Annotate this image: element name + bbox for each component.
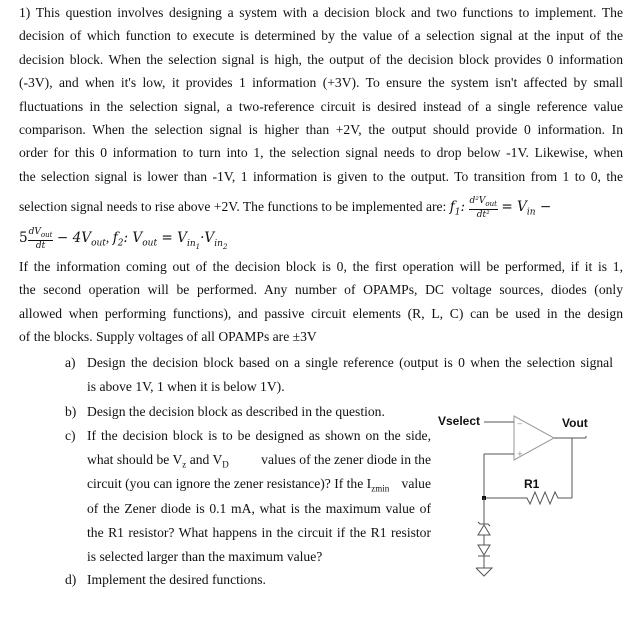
question-d-label: d) bbox=[65, 572, 77, 587]
f2-expression: $f_2$: $V_{out} = V_{in_1}\cdot V_{in_2}$ bbox=[112, 230, 228, 251]
question-a-label: a) bbox=[65, 355, 76, 370]
separator: , bbox=[105, 230, 110, 245]
r1-resistor bbox=[484, 492, 572, 504]
f1-coefficient: 5 bbox=[19, 230, 28, 246]
diode-triangle bbox=[478, 545, 490, 555]
rules-line: the second operation will be performed. Any number of OPAMPs, DC voltage sources, diodes (only bbox=[19, 282, 623, 298]
question-c-label: c) bbox=[65, 428, 76, 443]
line9-prefix: selection signal needs to rise above +2V. The functions to be implemented are: bbox=[19, 199, 447, 214]
opamp-minus-sign: − bbox=[517, 420, 523, 428]
question-b-label: b) bbox=[65, 404, 77, 419]
intro-line: the selection signal is lower than -1V, 1 information is given to the output. To transition from 1 to 0, the bbox=[19, 168, 623, 184]
intro-paragraph bbox=[19, 1, 623, 188]
question-b-line: Design the decision block as described in the question. bbox=[87, 404, 385, 419]
question-a-line: Design the decision block based on a single reference (output is 0 when the selection signal bbox=[87, 355, 613, 370]
intro-line: order for this 0 information to turn into 1, the selection signal needs to drop below -1V. Likewise, when bbox=[19, 145, 623, 161]
opamp-plus-sign: + bbox=[517, 450, 523, 458]
rules-line: If the information coming out of the decision block is 0, the first operation will be performed, if it is 1, bbox=[19, 259, 623, 274]
zener-triangle bbox=[478, 525, 490, 535]
question-c-line: the R1 resistor? What happens in the circuit if the R1 resistor bbox=[87, 524, 431, 540]
f1-label: $f_1$: bbox=[449, 199, 466, 218]
question-c-line: is selected larger than the maximum value? bbox=[87, 548, 323, 564]
rules-line: allowed when performing functions), and passive circuit elements (R, L, C) can be used in the design bbox=[19, 305, 623, 321]
question-c-line: what should be $V_z$ and $V_D$ values of the zener diode in the bbox=[87, 452, 431, 470]
ground-symbol bbox=[476, 568, 492, 576]
question-c bbox=[65, 424, 433, 572]
question-a-line: is above 1V, 1 when it is below 1V). bbox=[87, 379, 285, 395]
circuit-schematic bbox=[436, 410, 636, 585]
question-c-line: of the Zener diode is 0.1 mA, what is the maximum value of bbox=[87, 500, 431, 516]
intro-line: decision block. When the selection signal is high, the output of the decision block provides 0 information bbox=[19, 51, 623, 67]
intro-line: 1) This question involves designing a system with a decision block and two functions to implement. The bbox=[19, 5, 623, 20]
function-line-2 bbox=[19, 226, 227, 250]
question-c-line: circuit (you can ignore the zener resistance)? If the $I_{zmin}$ value bbox=[87, 476, 431, 495]
function-line-1 bbox=[19, 194, 623, 220]
rules-line: of the blocks. Supply voltages of all OPAMPs are ±3V bbox=[19, 329, 317, 345]
intro-line: (-3V), and when it's low, it provides 1 information (+3V). To ensure the system isn't affected by small bbox=[19, 75, 623, 91]
comparator-circuit bbox=[436, 410, 636, 585]
vout-label: Vout bbox=[562, 416, 588, 430]
f1-tail: − $4V_{out}$ bbox=[56, 230, 106, 249]
rules-paragraph bbox=[19, 255, 623, 349]
question-d-line: Implement the desired functions. bbox=[87, 572, 266, 587]
vselect-label: Vselect bbox=[438, 414, 481, 428]
intro-line: fluctuations in the selection signal, a two-reference circuit is desired instead of a single reference value bbox=[19, 98, 623, 114]
intro-line: comparison. When the selection signal is higher than +2V, the output should provide 0 information. In bbox=[19, 121, 623, 137]
f1-second-derivative: $\frac{d^2V_{out}}{\text{dt²}}$ bbox=[469, 195, 497, 220]
question-b bbox=[65, 400, 465, 426]
question-d bbox=[65, 568, 465, 594]
question-c-line: If the decision block is to be designed as shown on the side, bbox=[87, 428, 431, 443]
r1-label: R1 bbox=[524, 477, 540, 491]
question-a bbox=[65, 351, 625, 401]
f1-rhs: = $V_{in}$ − bbox=[501, 199, 552, 218]
f1-first-derivative: $\frac{dV_{out}}{dt}$ bbox=[28, 226, 53, 251]
intro-line: decision of which function to execute is determined by the value of a selection signal at the input of the bbox=[19, 28, 623, 44]
